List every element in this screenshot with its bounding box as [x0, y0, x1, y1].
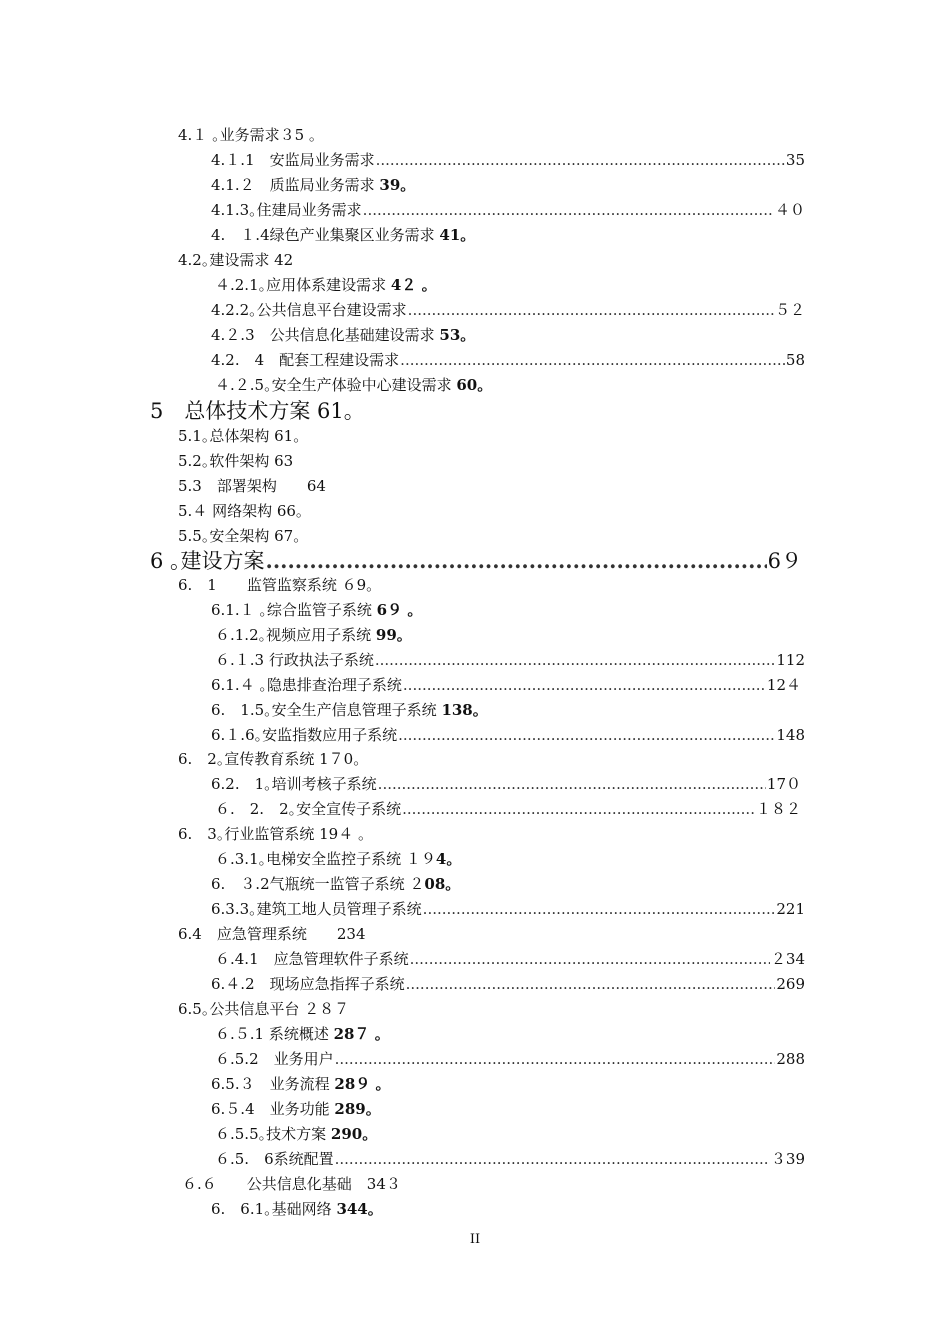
toc-entry: [215, 1124, 370, 1144]
toc-entry: [215, 849, 454, 869]
toc-entry-page: 39｡: [379, 176, 408, 194]
toc-entry-label: 6.5.３ 业务流程: [211, 1075, 335, 1093]
toc-entry-label: 4.１.1 安监局业务需求: [211, 151, 375, 169]
toc-chapter: [150, 398, 354, 424]
toc-entry-page: 6９: [767, 549, 802, 573]
toc-entry-label: 6. 6.1｡基础网络: [211, 1200, 337, 1218]
toc-entry-label: ４.2.1｡应用体系建设需求: [215, 276, 391, 294]
toc-entry: [215, 375, 485, 395]
toc-entry-label: ６. 2. 2｡安全宣传子系统: [215, 800, 402, 818]
toc-entry-label: 6. 1.5｡安全生产信息管理子系统: [211, 701, 442, 719]
toc-entry: [178, 426, 301, 446]
toc-entry: [215, 275, 429, 295]
toc-entry: [178, 526, 301, 546]
toc-entry: [211, 350, 805, 370]
toc-entry-label: ６.５.1 系统概述: [215, 1025, 334, 1043]
toc-entry-page: 269: [776, 975, 805, 993]
toc-entry-page: 35: [785, 151, 805, 169]
toc-entry-page: 138｡: [441, 701, 481, 719]
toc-entry-page: 221: [776, 900, 805, 918]
toc-entry-page: 112: [776, 651, 805, 669]
toc-entry-page: 99｡: [375, 626, 405, 644]
toc-entry-page: 288: [776, 1050, 805, 1068]
toc-entry: [211, 1099, 373, 1119]
toc-entry: [215, 625, 404, 645]
toc-entry-label: ４.２.5｡安全生产体验中心建设需求: [215, 376, 457, 394]
toc-entry-page: 344｡: [336, 1200, 376, 1218]
toc-entry-label: 5.5｡安全架构 67｡: [178, 527, 301, 545]
toc-entry-label: ６.1.2｡视频应用子系统: [215, 626, 376, 644]
toc-entry: [178, 999, 349, 1019]
toc-entry-page: 28９ ｡: [334, 1075, 384, 1093]
toc-entry: [211, 899, 805, 919]
toc-entry-page: ５２: [774, 301, 805, 319]
toc-entry-page: 12４: [766, 676, 801, 694]
toc-entry: [211, 1199, 375, 1219]
dot-leader: [402, 799, 755, 819]
dot-leader: [423, 899, 776, 919]
toc-entry-page: 41｡: [439, 226, 468, 244]
toc-entry-label: 6. 1 监管监察系统 ６9｡: [178, 576, 374, 594]
toc-entry-label: 4.１ ｡业务需求３5 ｡: [178, 126, 317, 144]
toc-entry: [211, 974, 805, 994]
toc-entry-label: 6. 2｡宣传教育系统 1７0｡: [178, 750, 361, 768]
toc-entry-page: 17０: [766, 775, 801, 793]
dot-leader: [335, 1149, 770, 1169]
toc-entry-label: ６.5. 6系统配置: [215, 1150, 334, 1168]
toc-entry-label: 6.1.１ ｡综合监管子系统: [211, 601, 377, 619]
toc-entry: [215, 799, 801, 819]
dot-leader: [400, 350, 785, 370]
dot-leader: [266, 548, 767, 574]
toc-entry-page: 6９ ｡: [376, 601, 415, 619]
dot-leader: [376, 150, 785, 170]
toc-entry-page: ２34: [770, 950, 805, 968]
toc-entry: [215, 1049, 805, 1069]
toc-entry-page: 60｡: [456, 376, 485, 394]
toc-entry: [215, 1149, 805, 1169]
toc-entry-page: 148: [776, 726, 805, 744]
toc-entry: [215, 949, 805, 969]
dot-leader: [363, 200, 774, 220]
toc-entry-label: 4.２.3 公共信息化基础建设需求: [211, 326, 440, 344]
toc-entry: [211, 300, 805, 320]
toc-entry-label: 4.2｡建设需求 42: [178, 251, 294, 269]
dot-leader: [410, 949, 770, 969]
dot-leader: [408, 300, 774, 320]
toc-entry-label: 4.2.2｡公共信息平台建设需求: [211, 301, 407, 319]
toc-entry: [211, 600, 415, 620]
toc-entry: [178, 749, 361, 769]
toc-entry: [211, 200, 805, 220]
toc-chapter: [150, 548, 802, 574]
toc-entry: [211, 1074, 383, 1094]
toc-entry: [178, 501, 303, 521]
toc-entry-label: 6. ３.2气瓶统一监管子系统 ２: [211, 875, 425, 893]
toc-entry-page: 53｡: [439, 326, 468, 344]
toc-entry-label: 5 总体技术方案 61｡: [150, 399, 355, 423]
toc-entry: [215, 650, 805, 670]
toc-entry-label: ６.5.2 业务用户: [215, 1050, 334, 1068]
toc-entry: [178, 575, 374, 595]
dot-leader: [403, 675, 766, 695]
page-number: II: [469, 1232, 481, 1247]
toc-entry-label: 6.5｡公共信息平台 ２８７: [178, 1000, 350, 1018]
toc-entry: [211, 774, 801, 794]
toc-entry-label: 6.1.４ ｡隐患排查治理子系统: [211, 676, 402, 694]
toc-entry: [211, 225, 468, 245]
toc-entry-label: ６.１.3 行政执法子系统: [215, 651, 374, 669]
toc-entry-label: 4.1.3｡住建局业务需求: [211, 201, 362, 219]
toc-entry-page: ４０: [774, 201, 805, 219]
toc-entry: [178, 451, 293, 471]
toc-entry-label: 6.５.4 业务功能: [211, 1100, 335, 1118]
toc-entry-label: 4.2. 4 配套工程建设需求: [211, 351, 400, 369]
toc-entry: [182, 1174, 401, 1194]
toc-entry-label: 6.４.2 现场应急指挥子系统: [211, 975, 405, 993]
toc-entry-page: 28７ ｡: [333, 1025, 383, 1043]
toc-entry-label: ６.5.5｡技术方案: [215, 1125, 331, 1143]
toc-entry: [178, 476, 326, 496]
toc-entry: [211, 325, 468, 345]
toc-entry: [211, 675, 801, 695]
toc-entry-page: １８２: [755, 800, 801, 818]
toc-entry-page: 58: [785, 351, 805, 369]
toc-entry: [215, 1024, 382, 1044]
toc-entry-label: 6.4 应急管理系统 234: [178, 925, 366, 943]
toc-entry: [211, 700, 480, 720]
toc-entry-page: 4２ ｡: [390, 276, 430, 294]
toc-entry: [211, 175, 408, 195]
toc-entry: [178, 250, 293, 270]
toc-entry-label: 5.1｡总体架构 61｡: [178, 427, 301, 445]
toc-entry-label: 6. 3｡行业监管系统 19４ ｡: [178, 825, 366, 843]
toc-entry-label: 6.3.3｡建筑工地人员管理子系统: [211, 900, 422, 918]
toc-entry: [211, 725, 805, 745]
toc-entry-label: 5.2｡软件架构 63: [178, 452, 294, 470]
toc-entry: [178, 125, 316, 145]
toc-entry-label: ６.3.1｡电梯安全监控子系统 １９: [215, 850, 436, 868]
toc-entry-page: 289｡: [334, 1100, 374, 1118]
toc-entry-page: 08｡: [424, 875, 453, 893]
toc-entry-page: ３39: [770, 1150, 805, 1168]
toc-entry-label: 6.2. 1｡培训考核子系统: [211, 775, 377, 793]
toc-entry-label: 4.1.２ 质监局业务需求: [211, 176, 380, 194]
toc-entry-label: 5.3 部署架构 64: [178, 477, 326, 495]
toc-entry-label: ６.4.1 应急管理软件子系统: [215, 950, 409, 968]
toc-entry-label: 6 ｡建设方案: [150, 549, 265, 573]
toc-entry-label: ６.６ 公共信息化基础 34３: [182, 1175, 401, 1193]
toc-entry-page: 290｡: [330, 1125, 370, 1143]
toc-entry-page: 4｡: [435, 850, 454, 868]
dot-leader: [335, 1049, 776, 1069]
toc-entry: [178, 824, 365, 844]
dot-leader: [378, 774, 766, 794]
toc-entry-label: 4. １.4绿色产业集聚区业务需求: [211, 226, 440, 244]
toc-entry: [178, 924, 366, 944]
dot-leader: [398, 725, 775, 745]
toc-entry: [211, 150, 805, 170]
toc-entry-label: 5.４ 网络架构 66｡: [178, 502, 304, 520]
toc-entry-label: 6.１.6｡安监指数应用子系统: [211, 726, 398, 744]
dot-leader: [406, 974, 776, 994]
dot-leader: [375, 650, 776, 670]
toc-entry: [211, 874, 453, 894]
